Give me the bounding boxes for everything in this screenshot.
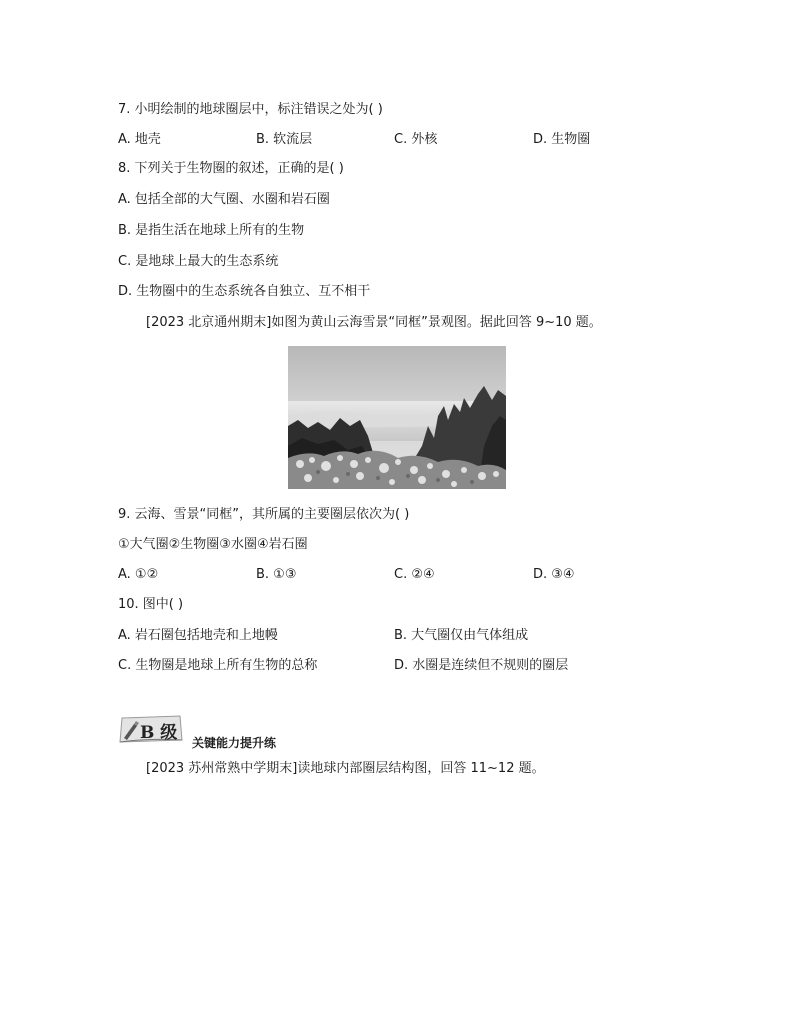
question-8-option-c: C. 是地球上最大的生态系统 [118,254,279,269]
context-earth-interior: [2023 苏州常熟中学期末]读地球内部圈层结构图，回答 11~12 题。 [146,761,545,776]
question-8-option-b: B. 是指生活在地球上所有的生物 [118,223,305,238]
huangshan-landscape-photo [288,346,506,489]
question-9-option-a: A. ①② [118,567,159,582]
question-9-stem: 9. 云海、雪景“同框”，其所属的主要圈层依次为( ) [118,507,410,522]
context-huangshan: [2023 北京通州期末]如图为黄山云海雪景“同框”景观图。据此回答 9~10 题。 [146,315,602,330]
question-8-option-a: A. 包括全部的大气圈、水圈和岩石圈 [118,192,330,207]
question-7-option-b: B. 软流层 [256,132,313,147]
question-7-stem: 7. 小明绘制的地球圈层中，标注错误之处为( ) [118,102,383,117]
section-badge-label: B 级 [140,723,178,743]
question-10-stem: 10. 图中( ) [118,597,184,612]
section-title: 关键能力提升练 [192,736,277,750]
question-9-option-d: D. ③④ [533,567,575,582]
question-9-choices: ①大气圈②生物圈③水圈④岩石圈 [118,537,308,552]
question-9-option-c: C. ②④ [394,567,435,582]
question-8-stem: 8. 下列关于生物圈的叙述，正确的是( ) [118,161,344,176]
question-7-option-c: C. 外核 [394,132,438,147]
question-8-option-d: D. 生物圈中的生态系统各自独立、互不相干 [118,284,371,299]
question-10-option-d: D. 水圈是连续但不规则的圈层 [394,658,569,673]
question-10-option-c: C. 生物圈是地球上所有生物的总称 [118,658,318,673]
question-7-option-d: D. 生物圈 [533,132,591,147]
question-10-option-a: A. 岩石圈包括地壳和上地幔 [118,628,278,643]
question-9-option-b: B. ①③ [256,567,297,582]
question-7-option-a: A. 地壳 [118,132,161,147]
question-10-option-b: B. 大气圈仅由气体组成 [394,628,529,643]
